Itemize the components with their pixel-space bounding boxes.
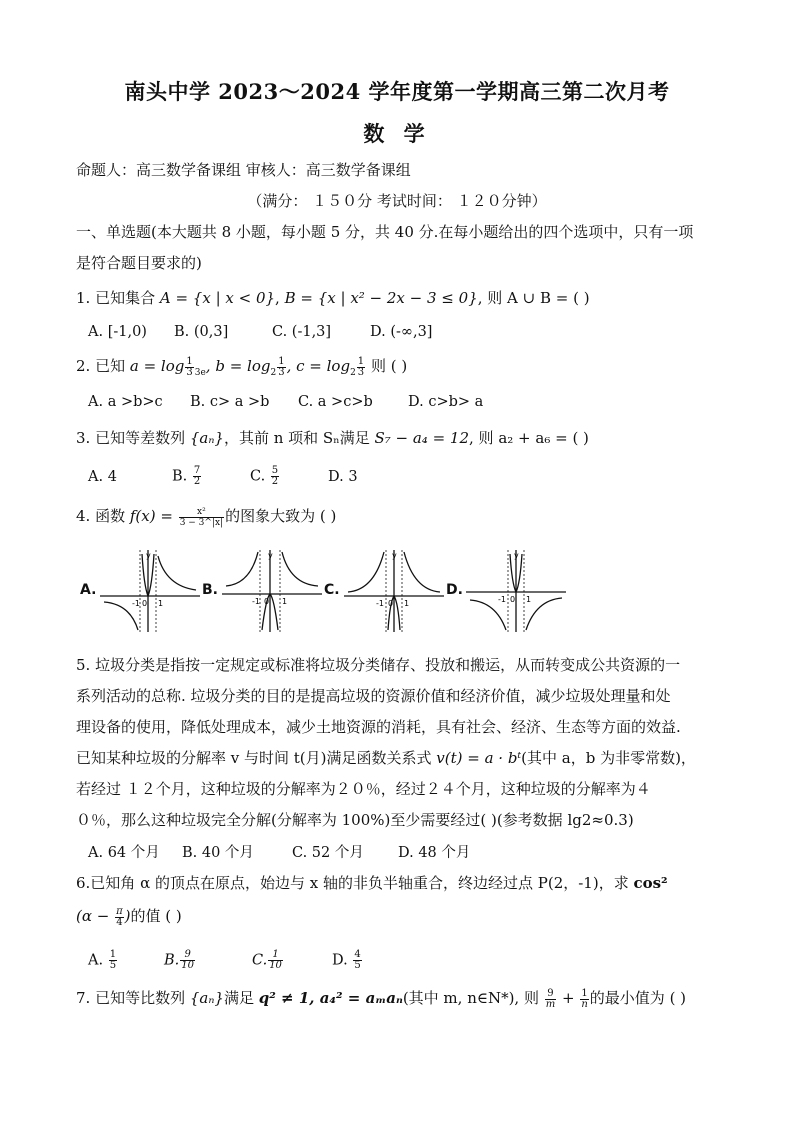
q6-pi-over-4 — [115, 907, 124, 928]
graph-b-y-label: y — [268, 551, 273, 560]
q6-option-a-num: 1 — [109, 949, 117, 960]
q2-suffix: 则 ( ) — [366, 357, 408, 375]
q3-suffix: , 则 a₂ + a₆ = ( ) — [469, 429, 589, 447]
graph-option-a — [80, 546, 208, 636]
q1-mid: , — [275, 289, 285, 307]
q4-fraction — [179, 507, 224, 528]
graph-d-tick-zero: 0 — [510, 595, 516, 604]
q1-options — [88, 324, 432, 340]
q3-option-a: A. 4 — [88, 468, 117, 485]
q6-pi: π — [116, 905, 123, 917]
q2-b-arg-num: 1 — [278, 355, 285, 367]
q6-option-a — [88, 950, 164, 971]
graph-b-tick-pos: 1 — [282, 597, 288, 606]
q2-a-log: a = log — [129, 357, 185, 375]
q5-formula: v(t) = a · bᵗ — [436, 749, 522, 767]
q6-option-a-frac — [109, 950, 117, 971]
graph-c-y-label: y — [392, 551, 397, 560]
graph-a-tick-neg: -1 — [132, 599, 140, 608]
graph-option-c — [324, 546, 452, 636]
q2-b-log: , b = log — [205, 357, 271, 375]
q1-suffix: , 则 A ∪ B = ( ) — [477, 289, 590, 307]
q2-a-arg — [185, 357, 193, 378]
graph-d-tick-pos: 1 — [526, 595, 532, 604]
q6-option-a-label: A. — [88, 952, 104, 969]
q2-prefix: 2. 已知 — [76, 357, 130, 375]
q2-option-a: A. a >b>c — [88, 394, 163, 410]
graph-c-label: C. — [324, 582, 340, 598]
q5-option-d: D. 48 个月 — [398, 845, 471, 861]
q2-b-arg — [277, 357, 285, 378]
q4-suffix: 的图象大致为 ( ) — [225, 507, 337, 525]
q1-prefix: 1. 已知集合 — [76, 289, 160, 307]
graph-a-svg — [80, 546, 208, 636]
q2-b-arg-den: 3 — [278, 366, 285, 378]
q2-b-base: 2 — [270, 368, 277, 378]
question-1 — [76, 288, 590, 308]
q3-option-b-label: B. — [172, 468, 188, 485]
q7-f1-num: 9 — [545, 989, 556, 1000]
graph-option-d — [446, 546, 574, 636]
section-heading-line1: 一、单选题(本大题共 8 小题，每小题 5 分，共 40 分.在每小题给出的四个选项中，只有一项 — [76, 223, 694, 241]
q3-option-c-label: C. — [250, 468, 266, 485]
q5-option-a: A. 64 个月 — [88, 845, 160, 861]
q7-suffix1: (其中 m, n∈N*), 则 — [402, 989, 544, 1007]
q5-line1: 5. 垃圾分类是指按一定规定或标准将垃圾分类储存、投放和搬运，从而转变成公共资源的一 — [76, 656, 681, 674]
q3-option-c-frac — [271, 466, 279, 487]
q6-option-c-label: C. — [252, 952, 268, 969]
graph-a-label: A. — [80, 582, 97, 598]
graph-a-tick-zero: 0 — [142, 599, 148, 608]
graph-c-tick-pos: 1 — [404, 599, 410, 608]
q5-line3: 理设备的使用，降低处理成本，减少土地资源的消耗，具有社会、经济、生态等方面的效益. — [76, 718, 681, 736]
q2-c-log: , c = log — [286, 357, 351, 375]
q6-option-d-frac — [353, 950, 361, 971]
q5-line6: ０％，那么这种垃圾完全分解(分解率为 100%)至少需要经过( )(参考数据 lg2≈0.3) — [76, 811, 634, 829]
subject-title: 数 学 — [363, 121, 431, 146]
q6-option-d-num: 4 — [354, 949, 361, 960]
q2-c-arg — [357, 357, 365, 378]
q5-line5: 若经过 １２个月，这种垃圾的分解率为２０％，经过２４个月，这种垃圾的分解率为４ — [76, 780, 651, 798]
q7-prefix: 7. 已知等比数列 — [76, 989, 190, 1007]
q6-line1 — [76, 873, 668, 893]
graph-d-y-label: y — [514, 551, 519, 560]
q6-option-b-frac — [180, 950, 195, 971]
q7-f2-den: n — [581, 998, 588, 1010]
q1-set-b: B = {x | x² − 2x − 3 ≤ 0} — [284, 289, 478, 307]
q2-a-base: 3 — [194, 368, 201, 378]
graph-d-tick-neg: -1 — [498, 595, 506, 604]
graph-option-b — [202, 546, 330, 636]
graph-c-tick-zero: 0 — [388, 599, 394, 608]
graph-d-svg — [446, 546, 574, 636]
q7-f2-num: 1 — [581, 987, 588, 999]
q2-c-arg-num: 1 — [357, 355, 365, 367]
q6-option-d-label: D. — [332, 952, 348, 969]
q7-plus: + — [557, 989, 580, 1007]
q7-mid: 满足 — [223, 989, 259, 1007]
q7-frac-1-n — [580, 989, 588, 1010]
q5-option-c: C. 52 个月 — [292, 845, 364, 861]
q6-expr-close: ) — [124, 907, 131, 925]
q3-option-c — [250, 466, 328, 487]
q2-c-base: 2 — [350, 368, 356, 378]
q1-option-a: A. [-1,0) — [88, 324, 147, 340]
q2-a-arg-num: 1 — [186, 355, 193, 367]
q6-line2 — [76, 906, 182, 928]
question-2 — [76, 356, 407, 383]
q1-option-c: C. (-1,3] — [272, 324, 332, 340]
q2-a-arg-den: 3 — [186, 366, 193, 378]
q5-line2: 系列活动的总称. 垃圾分类的目的是提高垃圾的资源价值和经济价值，减少垃圾处理量和处 — [76, 687, 671, 705]
graph-b-label: B. — [202, 582, 218, 598]
q5-line4-b: (其中 a，b 为非零常数)， — [521, 749, 696, 767]
q3-mid: ，其前 n 项和 Sₙ满足 — [223, 429, 375, 447]
q6-options — [88, 950, 363, 971]
q6-option-c-frac — [268, 950, 283, 971]
graph-c-svg — [324, 546, 452, 636]
authors-line: 命题人：高三数学备课组 审核人：高三数学备课组 — [76, 161, 411, 179]
q2-option-d: D. c>b> a — [408, 394, 484, 410]
q7-suffix2: 的最小值为 ( ) — [589, 989, 687, 1007]
question-3 — [76, 428, 589, 448]
q6-option-b-num: 9 — [180, 950, 195, 961]
q2-options — [88, 394, 483, 410]
q3-option-b — [172, 466, 250, 487]
q3-option-d: D. 3 — [328, 468, 358, 485]
q2-option-b: B. c> a >b — [190, 394, 270, 410]
q6-four: 4 — [116, 916, 123, 928]
graph-b-tick-neg: -1 — [252, 597, 260, 606]
graph-c-tick-neg: -1 — [376, 599, 384, 608]
q3-options — [88, 466, 358, 487]
q4-prefix: 4. 函数 — [76, 507, 130, 525]
q1-option-d: D. (-∞,3] — [370, 324, 433, 340]
q6-option-d — [332, 950, 363, 971]
q3-option-c-num: 5 — [271, 465, 279, 476]
question-7 — [76, 988, 686, 1010]
q6-option-b-label: B. — [164, 952, 180, 969]
section-heading-line2: 是符合题目要求的) — [76, 254, 202, 272]
q2-option-c: C. a >c>b — [298, 394, 373, 410]
q1-option-b: B. (0,3] — [174, 324, 229, 340]
q6-expr-open: (α − — [76, 907, 115, 925]
q6-option-d-den: 5 — [354, 960, 361, 971]
q3-condition: S₇ − a₄ = 12 — [374, 429, 470, 447]
q1-set-a: A = {x | x < 0} — [159, 289, 276, 307]
q6-option-c — [252, 950, 332, 971]
q5-line4 — [76, 748, 696, 768]
q7-seq: {aₙ} — [189, 989, 224, 1007]
graph-b-svg — [202, 546, 330, 636]
exam-meta: （满分： １５０分 考试时间： １２０分钟） — [247, 192, 547, 210]
q7-frac-9-m — [545, 989, 556, 1010]
q6-option-c-den: 10 — [269, 960, 282, 971]
q7-condition: q² ≠ 1, a₄² = aₘaₙ — [258, 989, 403, 1007]
q4-denominator: 3 − 3^|x| — [179, 517, 224, 528]
q5-options — [88, 841, 470, 862]
q4-graph-options — [76, 546, 726, 636]
q3-prefix: 3. 已知等差数列 — [76, 429, 190, 447]
q3-seq: {aₙ} — [189, 429, 224, 447]
q6-cos: cos² — [633, 874, 668, 892]
q5-option-b: B. 40 个月 — [182, 845, 254, 861]
q6-text: 6.已知角 α 的顶点在原点，始边与 x 轴的非负半轴重合，终边经过点 P(2，-1)，求 — [76, 874, 634, 892]
q6-option-c-num: 1 — [268, 950, 283, 961]
q6-suffix: 的值 ( ) — [130, 907, 182, 925]
q6-option-b — [164, 950, 252, 971]
exam-title: 南头中学 2023～2024 学年度第一学期高三第二次月考 — [124, 79, 670, 104]
graph-d-label: D. — [446, 582, 463, 598]
q6-option-a-den: 5 — [109, 960, 117, 971]
graph-a-tick-pos: 1 — [158, 599, 164, 608]
q6-option-b-den: 10 — [181, 960, 194, 971]
q5-line4-a: 已知某种垃圾的分解率 v 与时间 t(月)满足函数关系式 — [76, 749, 437, 767]
q2-c-arg-den: 3 — [357, 366, 365, 378]
graph-a-y-label: y — [146, 551, 151, 560]
graph-b-tick-zero: 0 — [264, 597, 270, 606]
q2-a-base-exp: e — [200, 368, 206, 378]
q3-option-b-den: 2 — [193, 476, 201, 487]
q3-option-c-den: 2 — [271, 476, 279, 487]
q3-option-b-num: 7 — [193, 465, 201, 476]
q3-option-b-frac — [193, 466, 201, 487]
q4-numerator: x² — [179, 507, 224, 518]
q4-fx: f(x) = — [129, 507, 178, 525]
q7-f1-den: m — [545, 998, 556, 1010]
question-4 — [76, 506, 336, 528]
